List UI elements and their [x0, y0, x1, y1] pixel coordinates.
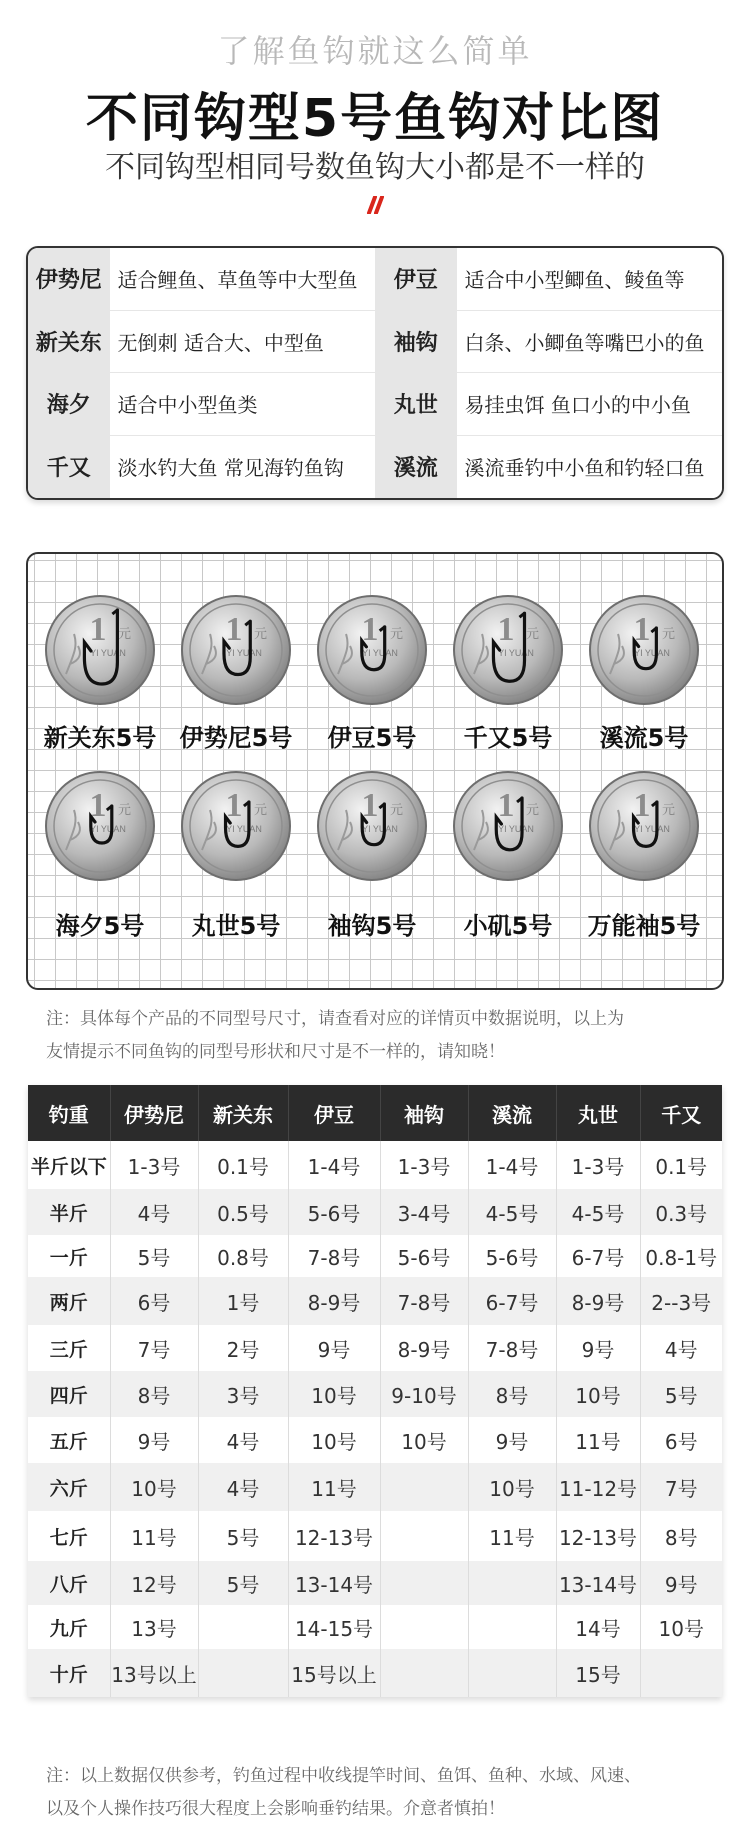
coin-digit: 1 [497, 611, 515, 648]
hook-type-name: 海夕 [28, 373, 110, 435]
table-cell [380, 1561, 468, 1605]
table-cell: 6号 [640, 1417, 722, 1463]
hook-comparison-label: 小矶5号 [463, 912, 553, 940]
hook-comparison-panel [26, 552, 724, 990]
coin-digit: 1 [361, 611, 379, 648]
table-cell: 5-6号 [468, 1235, 556, 1277]
table-cell: 8号 [640, 1511, 722, 1561]
table-cell [198, 1649, 288, 1697]
coin-text: YI YUAN [226, 824, 262, 834]
coin-icon [588, 594, 700, 706]
table-row-header: 一斤 [28, 1235, 110, 1277]
coin-text: YI YUAN [90, 824, 126, 834]
coin-char: 元 [254, 627, 268, 642]
table-cell: 6号 [110, 1277, 198, 1325]
coin-icon [452, 770, 564, 882]
hook-type-name: 伊势尼 [28, 248, 110, 310]
table-cell: 1-3号 [110, 1141, 198, 1189]
table-row-header: 十斤 [28, 1649, 110, 1697]
table-row-header: 半斤以下 [28, 1141, 110, 1189]
double-slash-accent-icon [365, 196, 385, 214]
hook-types-table [26, 246, 724, 500]
table-cell [380, 1463, 468, 1511]
hook-type-description: 适合中小型鱼类 [110, 373, 375, 435]
coin-char: 元 [662, 803, 676, 818]
table-cell: 9号 [556, 1325, 640, 1371]
hook-comparison-item [168, 770, 304, 940]
coin-char: 元 [118, 803, 132, 818]
hook-type-description: 无倒刺 适合大、中型鱼 [110, 311, 375, 373]
table-cell: 10号 [110, 1463, 198, 1511]
table-cell: 11号 [110, 1511, 198, 1561]
hook-comparison-label: 万能袖5号 [587, 912, 701, 940]
table-cell: 0.1号 [198, 1141, 288, 1189]
table-cell: 15号 [556, 1649, 640, 1697]
table-cell: 9-10号 [380, 1371, 468, 1417]
table-cell: 2--3号 [640, 1277, 722, 1325]
coin-text: YI YUAN [362, 824, 398, 834]
coin-icon [180, 770, 292, 882]
coin-icon [316, 770, 428, 882]
table-cell: 10号 [640, 1605, 722, 1649]
hook-type-row [28, 248, 722, 311]
table-row [28, 1561, 722, 1605]
coin-char: 元 [526, 627, 540, 642]
table-cell: 10号 [556, 1371, 640, 1417]
table-cell: 10号 [288, 1417, 380, 1463]
coin-icon [44, 594, 156, 706]
kicker-text: 了解鱼钩就这么简单 [217, 32, 533, 70]
table-column-header: 新关东 [198, 1085, 288, 1141]
coin-digit: 1 [361, 787, 379, 824]
table-column-header: 伊豆 [288, 1085, 380, 1141]
coin-icon [316, 594, 428, 706]
table-cell: 2号 [198, 1325, 288, 1371]
table-column-header: 钓重 [28, 1085, 110, 1141]
hook-comparison-item [32, 594, 168, 754]
hook-comparison-label: 袖钩5号 [327, 912, 417, 940]
hook-comparison-item [576, 770, 712, 940]
table-cell: 3号 [198, 1371, 288, 1417]
table-cell: 5-6号 [380, 1235, 468, 1277]
hook-type-row [28, 373, 722, 436]
table-cell: 0.8号 [198, 1235, 288, 1277]
hook-type-name: 丸世 [375, 373, 457, 435]
coin-digit: 1 [89, 611, 107, 648]
size-table [28, 1085, 722, 1697]
hook-type-description: 适合鲤鱼、草鱼等中大型鱼 [110, 248, 375, 310]
coin-icon [44, 770, 156, 882]
table-cell: 1-4号 [288, 1141, 380, 1189]
table-cell: 11号 [288, 1463, 380, 1511]
table-row [28, 1141, 722, 1189]
table-cell [380, 1649, 468, 1697]
table-cell: 13号 [110, 1605, 198, 1649]
hook-type-name: 溪流 [375, 436, 457, 499]
hook-comparison-label: 伊势尼5号 [179, 724, 293, 752]
hook-type-description: 易挂虫饵 鱼口小的中小鱼 [457, 373, 722, 435]
note-bottom-line: 注：以上数据仅供参考，钓鱼过程中收线提竿时间、鱼饵、鱼种、水域、风速、 [46, 1766, 641, 1786]
table-row [28, 1189, 722, 1235]
coin-text: YI YUAN [634, 824, 670, 834]
table-row [28, 1371, 722, 1417]
table-cell [198, 1605, 288, 1649]
hook-type-description: 白条、小鲫鱼等嘴巴小的鱼 [457, 311, 722, 373]
table-cell: 8-9号 [288, 1277, 380, 1325]
table-cell: 9号 [468, 1417, 556, 1463]
table-cell: 8-9号 [556, 1277, 640, 1325]
table-cell: 4号 [198, 1417, 288, 1463]
table-cell: 11号 [468, 1511, 556, 1561]
table-row [28, 1277, 722, 1325]
coin-icon [588, 770, 700, 882]
table-cell: 4-5号 [468, 1189, 556, 1235]
table-cell: 8号 [110, 1371, 198, 1417]
coin-digit: 1 [633, 611, 651, 648]
table-row [28, 1463, 722, 1511]
table-cell: 11号 [556, 1417, 640, 1463]
table-cell: 1号 [198, 1277, 288, 1325]
hook-comparison-item [304, 770, 440, 940]
hook-comparison-item [440, 594, 576, 754]
table-cell: 0.8-1号 [640, 1235, 722, 1277]
table-cell: 5号 [110, 1235, 198, 1277]
table-column-header: 千又 [640, 1085, 722, 1141]
table-row [28, 1417, 722, 1463]
hook-type-row [28, 311, 722, 374]
coin-char: 元 [662, 627, 676, 642]
table-cell [380, 1511, 468, 1561]
hook-type-description: 适合中小型鲫鱼、鲮鱼等 [457, 248, 722, 310]
coin-digit: 1 [225, 787, 243, 824]
page-subtitle: 不同钩型相同号数鱼钩大小都是不一样的 [105, 150, 645, 185]
table-cell: 15号以上 [288, 1649, 380, 1697]
table-row-header: 七斤 [28, 1511, 110, 1561]
hook-comparison-label: 伊豆5号 [327, 724, 417, 752]
coin-text: YI YUAN [498, 648, 534, 658]
note-top [46, 1003, 624, 1069]
table-row [28, 1235, 722, 1277]
table-cell: 1-4号 [468, 1141, 556, 1189]
table-cell: 7-8号 [380, 1277, 468, 1325]
table-cell: 6-7号 [468, 1277, 556, 1325]
table-cell: 14号 [556, 1605, 640, 1649]
table-cell [468, 1605, 556, 1649]
table-cell: 7号 [110, 1325, 198, 1371]
table-cell: 7-8号 [468, 1325, 556, 1371]
coin-text: YI YUAN [226, 648, 262, 658]
hook-type-name: 新关东 [28, 311, 110, 373]
coin-char: 元 [118, 627, 132, 642]
page-header [0, 0, 750, 230]
table-cell: 11-12号 [556, 1463, 640, 1511]
table-cell: 4号 [110, 1189, 198, 1235]
table-cell: 3-4号 [380, 1189, 468, 1235]
note-bottom [46, 1760, 641, 1826]
hook-type-name: 袖钩 [375, 311, 457, 373]
coin-digit: 1 [89, 787, 107, 824]
table-cell: 1-3号 [556, 1141, 640, 1189]
table-cell: 13-14号 [556, 1561, 640, 1605]
hook-type-name: 伊豆 [375, 248, 457, 310]
table-row-header: 八斤 [28, 1561, 110, 1605]
coin-char: 元 [254, 803, 268, 818]
table-row-header: 两斤 [28, 1277, 110, 1325]
hook-comparison-label: 新关东5号 [43, 724, 157, 752]
hook-type-name: 千又 [28, 436, 110, 499]
table-column-header: 丸世 [556, 1085, 640, 1141]
table-cell: 5号 [640, 1371, 722, 1417]
table-cell: 10号 [288, 1371, 380, 1417]
table-cell [380, 1605, 468, 1649]
table-row [28, 1325, 722, 1371]
table-row [28, 1605, 722, 1649]
note-bottom-line: 以及个人操作技巧很大程度上会影响垂钓结果。介意者慎拍！ [46, 1799, 505, 1819]
table-cell: 12-13号 [288, 1511, 380, 1561]
table-cell [468, 1649, 556, 1697]
table-cell: 10号 [468, 1463, 556, 1511]
note-top-line: 友情提示不同鱼钩的同型号形状和尺寸是不一样的，请知晓！ [46, 1042, 505, 1062]
table-cell: 0.3号 [640, 1189, 722, 1235]
coin-char: 元 [390, 627, 404, 642]
hook-comparison-item [576, 594, 712, 754]
table-row-header: 半斤 [28, 1189, 110, 1235]
table-cell: 12-13号 [556, 1511, 640, 1561]
coin-text: YI YUAN [90, 648, 126, 658]
table-row-header: 九斤 [28, 1605, 110, 1649]
table-column-header: 溪流 [468, 1085, 556, 1141]
table-row [28, 1511, 722, 1561]
coin-icon [452, 594, 564, 706]
table-cell [640, 1649, 722, 1697]
coin-text: YI YUAN [634, 648, 670, 658]
table-cell: 6-7号 [556, 1235, 640, 1277]
table-cell: 4-5号 [556, 1189, 640, 1235]
hook-comparison-label: 丸世5号 [191, 912, 281, 940]
table-cell: 14-15号 [288, 1605, 380, 1649]
table-row [28, 1649, 722, 1697]
table-cell: 8-9号 [380, 1325, 468, 1371]
hook-comparison-label: 海夕5号 [55, 912, 145, 940]
hook-comparison-item [32, 770, 168, 940]
table-cell: 10号 [380, 1417, 468, 1463]
coin-text: YI YUAN [362, 648, 398, 658]
hook-type-description: 溪流垂钓中小鱼和钓轻口鱼 [457, 436, 722, 499]
table-cell: 5号 [198, 1511, 288, 1561]
table-cell: 7号 [640, 1463, 722, 1511]
table-cell: 12号 [110, 1561, 198, 1605]
table-cell: 4号 [198, 1463, 288, 1511]
table-cell: 9号 [110, 1417, 198, 1463]
table-cell: 7-8号 [288, 1235, 380, 1277]
table-cell: 5号 [198, 1561, 288, 1605]
note-top-line: 注：具体每个产品的不同型号尺寸，请查看对应的详情页中数据说明，以上为 [46, 1009, 624, 1029]
hook-type-description: 淡水钓大鱼 常见海钓鱼钩 [110, 436, 375, 499]
table-cell: 13号以上 [110, 1649, 198, 1697]
table-cell: 0.1号 [640, 1141, 722, 1189]
table-column-header: 伊势尼 [110, 1085, 198, 1141]
coin-digit: 1 [633, 787, 651, 824]
table-cell: 9号 [640, 1561, 722, 1605]
hook-comparison-label: 千又5号 [463, 724, 553, 752]
table-row-header: 六斤 [28, 1463, 110, 1511]
hook-comparison-label: 溪流5号 [599, 724, 689, 752]
table-cell [468, 1561, 556, 1605]
hook-comparison-item [168, 594, 304, 754]
table-row-header: 四斤 [28, 1371, 110, 1417]
coin-char: 元 [526, 803, 540, 818]
table-cell: 0.5号 [198, 1189, 288, 1235]
table-cell: 13-14号 [288, 1561, 380, 1605]
coin-digit: 1 [497, 787, 515, 824]
coin-digit: 1 [225, 611, 243, 648]
table-cell: 4号 [640, 1325, 722, 1371]
page-title: 不同钩型5号鱼钩对比图 [85, 89, 665, 149]
coin-char: 元 [390, 803, 404, 818]
hook-comparison-item [304, 594, 440, 754]
table-cell: 1-3号 [380, 1141, 468, 1189]
table-cell: 9号 [288, 1325, 380, 1371]
coin-text: YI YUAN [498, 824, 534, 834]
coin-icon [180, 594, 292, 706]
table-column-header: 袖钩 [380, 1085, 468, 1141]
table-header-row [28, 1085, 722, 1141]
table-cell: 5-6号 [288, 1189, 380, 1235]
hook-type-row [28, 436, 722, 499]
hook-comparison-item [440, 770, 576, 940]
table-row-header: 三斤 [28, 1325, 110, 1371]
table-row-header: 五斤 [28, 1417, 110, 1463]
table-cell: 8号 [468, 1371, 556, 1417]
